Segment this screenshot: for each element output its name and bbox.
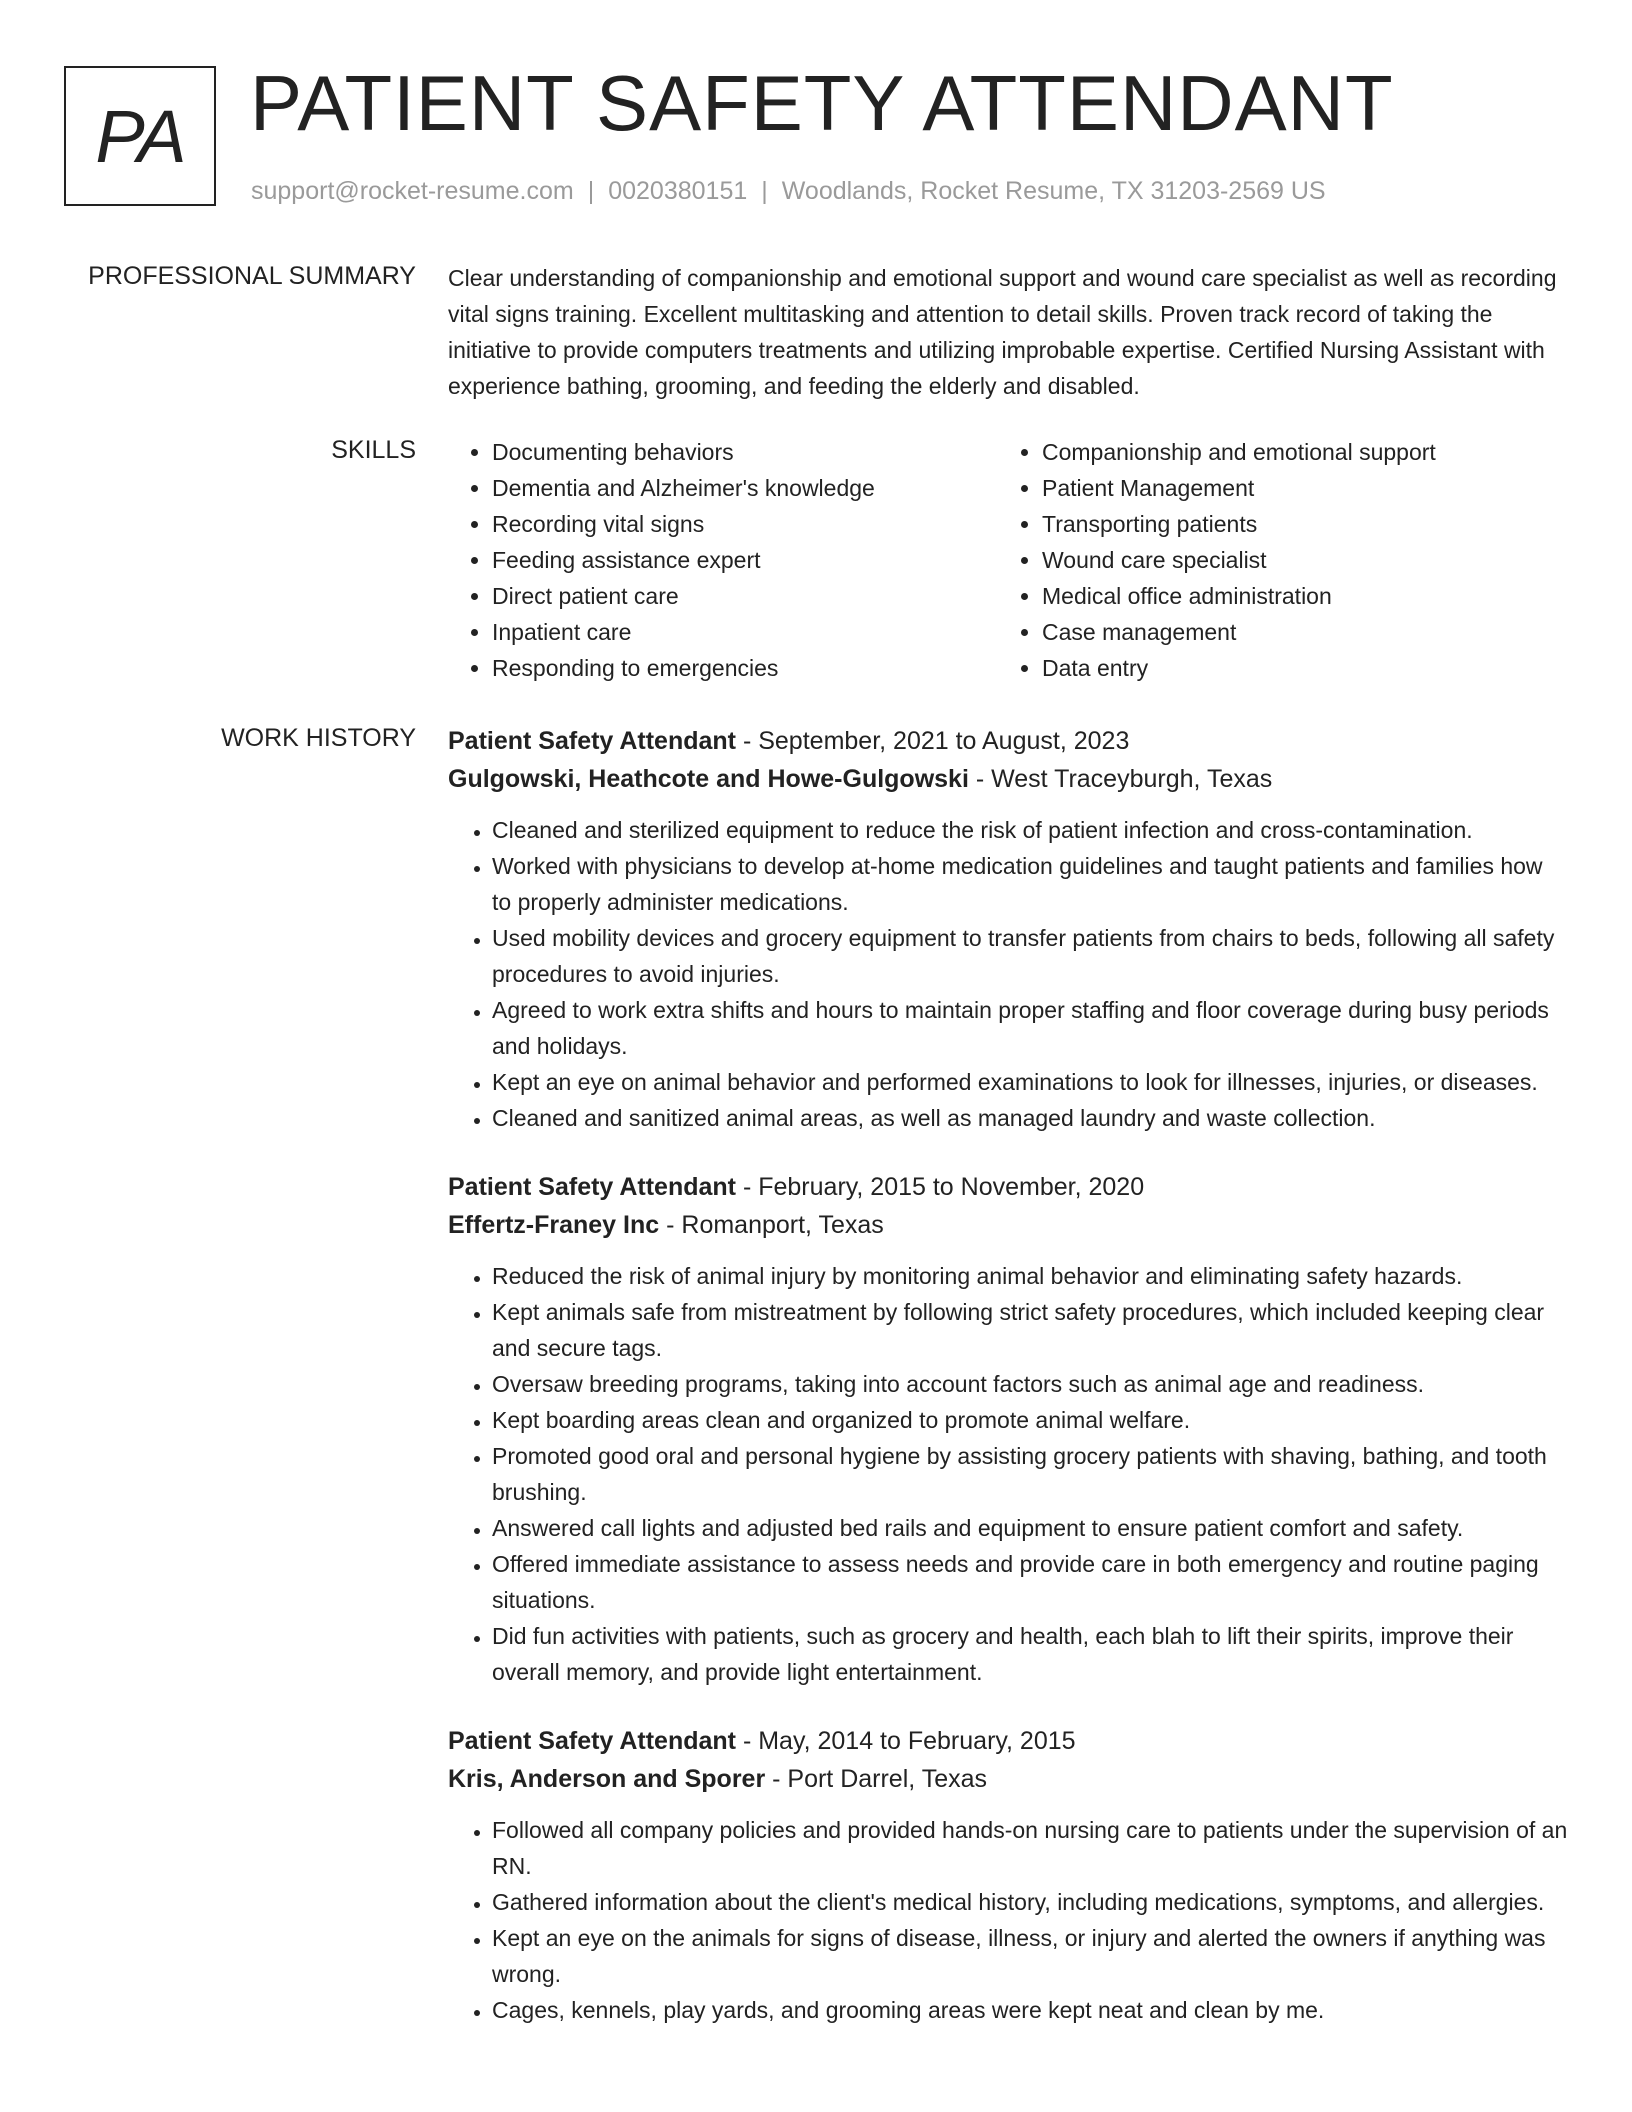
job-role: Patient Safety Attendant <box>448 1727 737 1755</box>
job-duty: • Oversaw breeding programs, taking into account factors such as animal age and readiness. <box>492 1366 1568 1402</box>
contact-separator: | <box>761 177 768 205</box>
job-duty: • Kept animals safe from mistreatment by following strict safety procedures, which included keeping clear and secure tags. <box>492 1294 1568 1366</box>
skills-body <box>448 434 1568 686</box>
job-duty: • Offered immediate assistance to assess needs and provide care in both emergency and routine paging situations. <box>492 1546 1568 1618</box>
job-company: Effertz-Franey Inc <box>448 1211 660 1239</box>
skill-item: • Medical office administration <box>1042 578 1548 614</box>
skill-item: • Companionship and emotional support <box>1042 434 1548 470</box>
job-dates: - May, 2014 to February, 2015 <box>736 1727 1076 1755</box>
contact-separator: | <box>587 177 595 205</box>
skills-grid <box>448 434 1568 686</box>
job-title-line <box>448 1722 1568 1760</box>
job-company-line <box>448 760 1568 798</box>
job-duties <box>448 1258 1568 1690</box>
summary-text: Clear understanding of companionship and emotional support and wound care specialist as well as recording vital signs training. Excellent multitasking and attention to detail skills. Proven track record of taking the initiative to provide computers treatments and utilizing improbable expertise. Certified Nursing Assistant with experience bathing, grooming, and feeding the elderly and disabled. <box>448 265 1557 399</box>
skill-item: • Inpatient care <box>492 614 998 650</box>
skills-column-left <box>448 434 998 686</box>
email-link[interactable]: support@rocket-resume.com <box>251 177 574 205</box>
phone-number: 0020380151 <box>608 177 748 205</box>
job-dates: - September, 2021 to August, 2023 <box>736 727 1130 755</box>
skill-item: • Documenting behaviors <box>492 434 998 470</box>
skill-item: • Transporting patients <box>1042 506 1548 542</box>
job-duties <box>448 1812 1568 2028</box>
job-duty: • Cages, kennels, play yards, and grooming areas were kept neat and clean by me. <box>492 1992 1568 2028</box>
page-title: PATIENT SAFETY ATTENDANT <box>250 59 1394 147</box>
job-title-line <box>448 722 1568 760</box>
job-entry <box>448 1168 1568 1690</box>
job-duty: • Kept an eye on the animals for signs of disease, illness, or injury and alerted the owners if anything was wrong. <box>492 1920 1568 1992</box>
contact-line <box>251 176 1326 206</box>
job-duty: • Agreed to work extra shifts and hours to maintain proper staffing and floor coverage during busy periods and holidays. <box>492 992 1568 1064</box>
job-entry <box>448 1722 1568 2028</box>
skill-item: • Data entry <box>1042 650 1548 686</box>
job-duty: • Worked with physicians to develop at-home medication guidelines and taught patients and families how to properly administer medications. <box>492 848 1568 920</box>
job-duty: • Reduced the risk of animal injury by monitoring animal behavior and eliminating safety hazards. <box>492 1258 1568 1294</box>
skills-heading: SKILLS <box>331 436 416 464</box>
job-company-line <box>448 1206 1568 1244</box>
skills-column-right <box>998 434 1548 686</box>
skill-item: • Patient Management <box>1042 470 1548 506</box>
job-role: Patient Safety Attendant <box>448 1173 737 1201</box>
job-duty: • Did fun activities with patients, such as grocery and health, each blah to lift their spirits, improve their overall memory, and provide light entertainment. <box>492 1618 1568 1690</box>
job-company: Kris, Anderson and Sporer <box>448 1765 766 1793</box>
summary-body <box>448 260 1568 404</box>
summary-heading: PROFESSIONAL SUMMARY <box>88 262 416 290</box>
job-duty: • Kept an eye on animal behavior and performed examinations to look for illnesses, injuries, or diseases. <box>492 1064 1568 1100</box>
job-duty: • Promoted good oral and personal hygiene by assisting grocery patients with shaving, bathing, and tooth brushing. <box>492 1438 1568 1510</box>
skill-item: • Dementia and Alzheimer's knowledge <box>492 470 998 506</box>
address: Woodlands, Rocket Resume, TX 31203-2569 US <box>781 177 1326 205</box>
skill-item: • Case management <box>1042 614 1548 650</box>
job-duty: • Followed all company policies and provided hands-on nursing care to patients under the supervision of an RN. <box>492 1812 1568 1884</box>
job-entry <box>448 722 1568 1136</box>
job-duty: • Cleaned and sanitized animal areas, as well as managed laundry and waste collection. <box>492 1100 1568 1136</box>
skill-item: • Responding to emergencies <box>492 650 998 686</box>
work-history-body <box>448 722 1568 2060</box>
job-company-line <box>448 1760 1568 1798</box>
job-duty: • Cleaned and sterilized equipment to reduce the risk of patient infection and cross-contamination. <box>492 812 1568 848</box>
job-duty: • Answered call lights and adjusted bed rails and equipment to ensure patient comfort and safety. <box>492 1510 1568 1546</box>
job-location: - Romanport, Texas <box>659 1211 884 1239</box>
job-location: - Port Darrel, Texas <box>765 1765 988 1793</box>
job-title-line <box>448 1168 1568 1206</box>
skill-item: • Recording vital signs <box>492 506 998 542</box>
skill-item: • Wound care specialist <box>1042 542 1548 578</box>
job-duties <box>448 812 1568 1136</box>
work-history-heading: WORK HISTORY <box>221 724 416 752</box>
job-company: Gulgowski, Heathcote and Howe-Gulgowski <box>448 765 969 793</box>
skill-item: • Feeding assistance expert <box>492 542 998 578</box>
job-duty: • Gathered information about the client's medical history, including medications, symptoms, and allergies. <box>492 1884 1568 1920</box>
job-dates: - February, 2015 to November, 2020 <box>736 1173 1145 1201</box>
job-location: - West Traceyburgh, Texas <box>968 765 1273 793</box>
monogram-badge: PA <box>64 66 216 206</box>
job-duty: • Used mobility devices and grocery equipment to transfer patients from chairs to beds, following all safety procedures to avoid injuries. <box>492 920 1568 992</box>
skill-item: • Direct patient care <box>492 578 998 614</box>
job-duty: • Kept boarding areas clean and organized to promote animal welfare. <box>492 1402 1568 1438</box>
job-role: Patient Safety Attendant <box>448 727 737 755</box>
